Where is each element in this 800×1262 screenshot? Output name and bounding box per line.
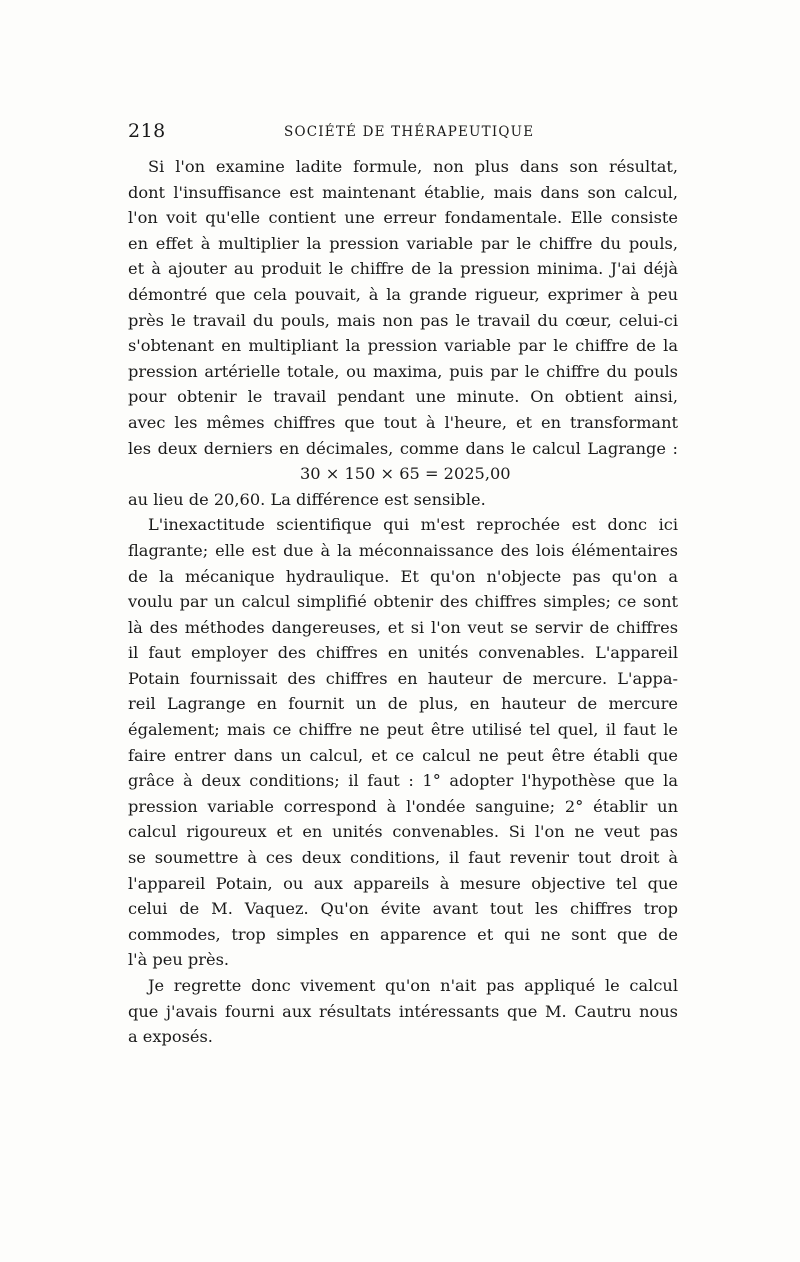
text-line: a exposés. (128, 1027, 213, 1047)
text-line: l'à peu près. (128, 950, 230, 970)
text-line: calcul rigoureux et en unités convenables. Si l'on ne veut pas (128, 822, 678, 842)
text-line: l'on voit qu'elle contient une erreur fondamentale. Elle consiste (128, 208, 678, 228)
text-line: pour obtenir le travail pendant une minute. On obtient ainsi, (128, 387, 678, 407)
text-line: les deux derniers en décimales, comme dans le calcul Lagrange : (128, 438, 678, 458)
text-line: celui de M. Vaquez. Qu'on évite avant tout les chiffres trop (128, 899, 678, 919)
text-line: de la mécanique hydraulique. Et qu'on n'objecte pas qu'on a (128, 566, 678, 586)
text-line: au lieu de 20,60. La différence est sensible. (128, 489, 486, 509)
text-line: Si l'on examine ladite formule, non plus dans son résultat, (148, 157, 678, 176)
text-line: s'obtenant en multipliant la pression variable par le chiffre de la (128, 336, 678, 356)
text-line: démontré que cela pouvait, à la grande rigueur, exprimer à peu (128, 284, 678, 304)
formula: 30 × 150 × 65 = 2025,00 (300, 464, 511, 484)
text-line: pression variable correspond à l'ondée sanguine; 2° établir un (128, 796, 678, 816)
text-line: également; mais ce chiffre ne peut être utilisé tel quel, il faut le (128, 720, 678, 740)
text-line: se soumettre à ces deux conditions, il faut revenir tout droit à (128, 848, 678, 868)
text-line: faire entrer dans un calcul, et ce calcul ne peut être établi que (128, 745, 678, 765)
running-head (128, 120, 678, 148)
text-line: voulu par un calcul simplifié obtenir des chiffres simples; ce sont (128, 592, 678, 612)
text-line: près le travail du pouls, mais non pas le travail du cœur, celui-ci (128, 310, 678, 330)
text-line: Potain fournissait des chiffres en hauteur de mercure. L'appa- (128, 668, 678, 688)
text-line: grâce à deux conditions; il faut : 1° adopter l'hypothèse que la (128, 771, 678, 791)
text-line: pression artérielle totale, ou maxima, puis par le chiffre du pouls (128, 361, 678, 381)
page-number: 218 (128, 120, 166, 142)
text-line: en effet à multiplier la pression variable par le chiffre du pouls, (128, 233, 678, 253)
text-line: L'inexactitude scientifique qui m'est reprochée est donc ici (148, 515, 678, 535)
text-line: Je regrette donc vivement qu'on n'ait pas appliqué le calcul (148, 976, 678, 995)
text-line: flagrante; elle est due à la méconnaissance des lois élémentaires (128, 540, 678, 560)
text-line: que j'avais fourni aux résultats intéressants que M. Cautru nous (128, 1001, 678, 1021)
text-line: et à ajouter au produit le chiffre de la pression minima. J'ai déjà (128, 259, 678, 279)
running-title: SOCIÉTÉ DE THÉRAPEUTIQUE (284, 124, 535, 140)
text-line: il faut employer des chiffres en unités convenables. L'appareil (128, 643, 678, 663)
text-line: dont l'insuffisance est maintenant établie, mais dans son calcul, (128, 182, 678, 202)
text-line: l'appareil Potain, ou aux appareils à mesure objective tel que (128, 873, 678, 893)
text-line: reil Lagrange en fournit un de plus, en hauteur de mercure (128, 694, 678, 714)
text-block (128, 120, 678, 1050)
text-line: commodes, trop simples en apparence et qui ne sont que de (128, 924, 678, 944)
text-line: là des méthodes dangereuses, et si l'on veut se servir de chiffres (128, 617, 678, 637)
text-line: avec les mêmes chiffres que tout à l'heure, et en transformant (128, 412, 678, 432)
